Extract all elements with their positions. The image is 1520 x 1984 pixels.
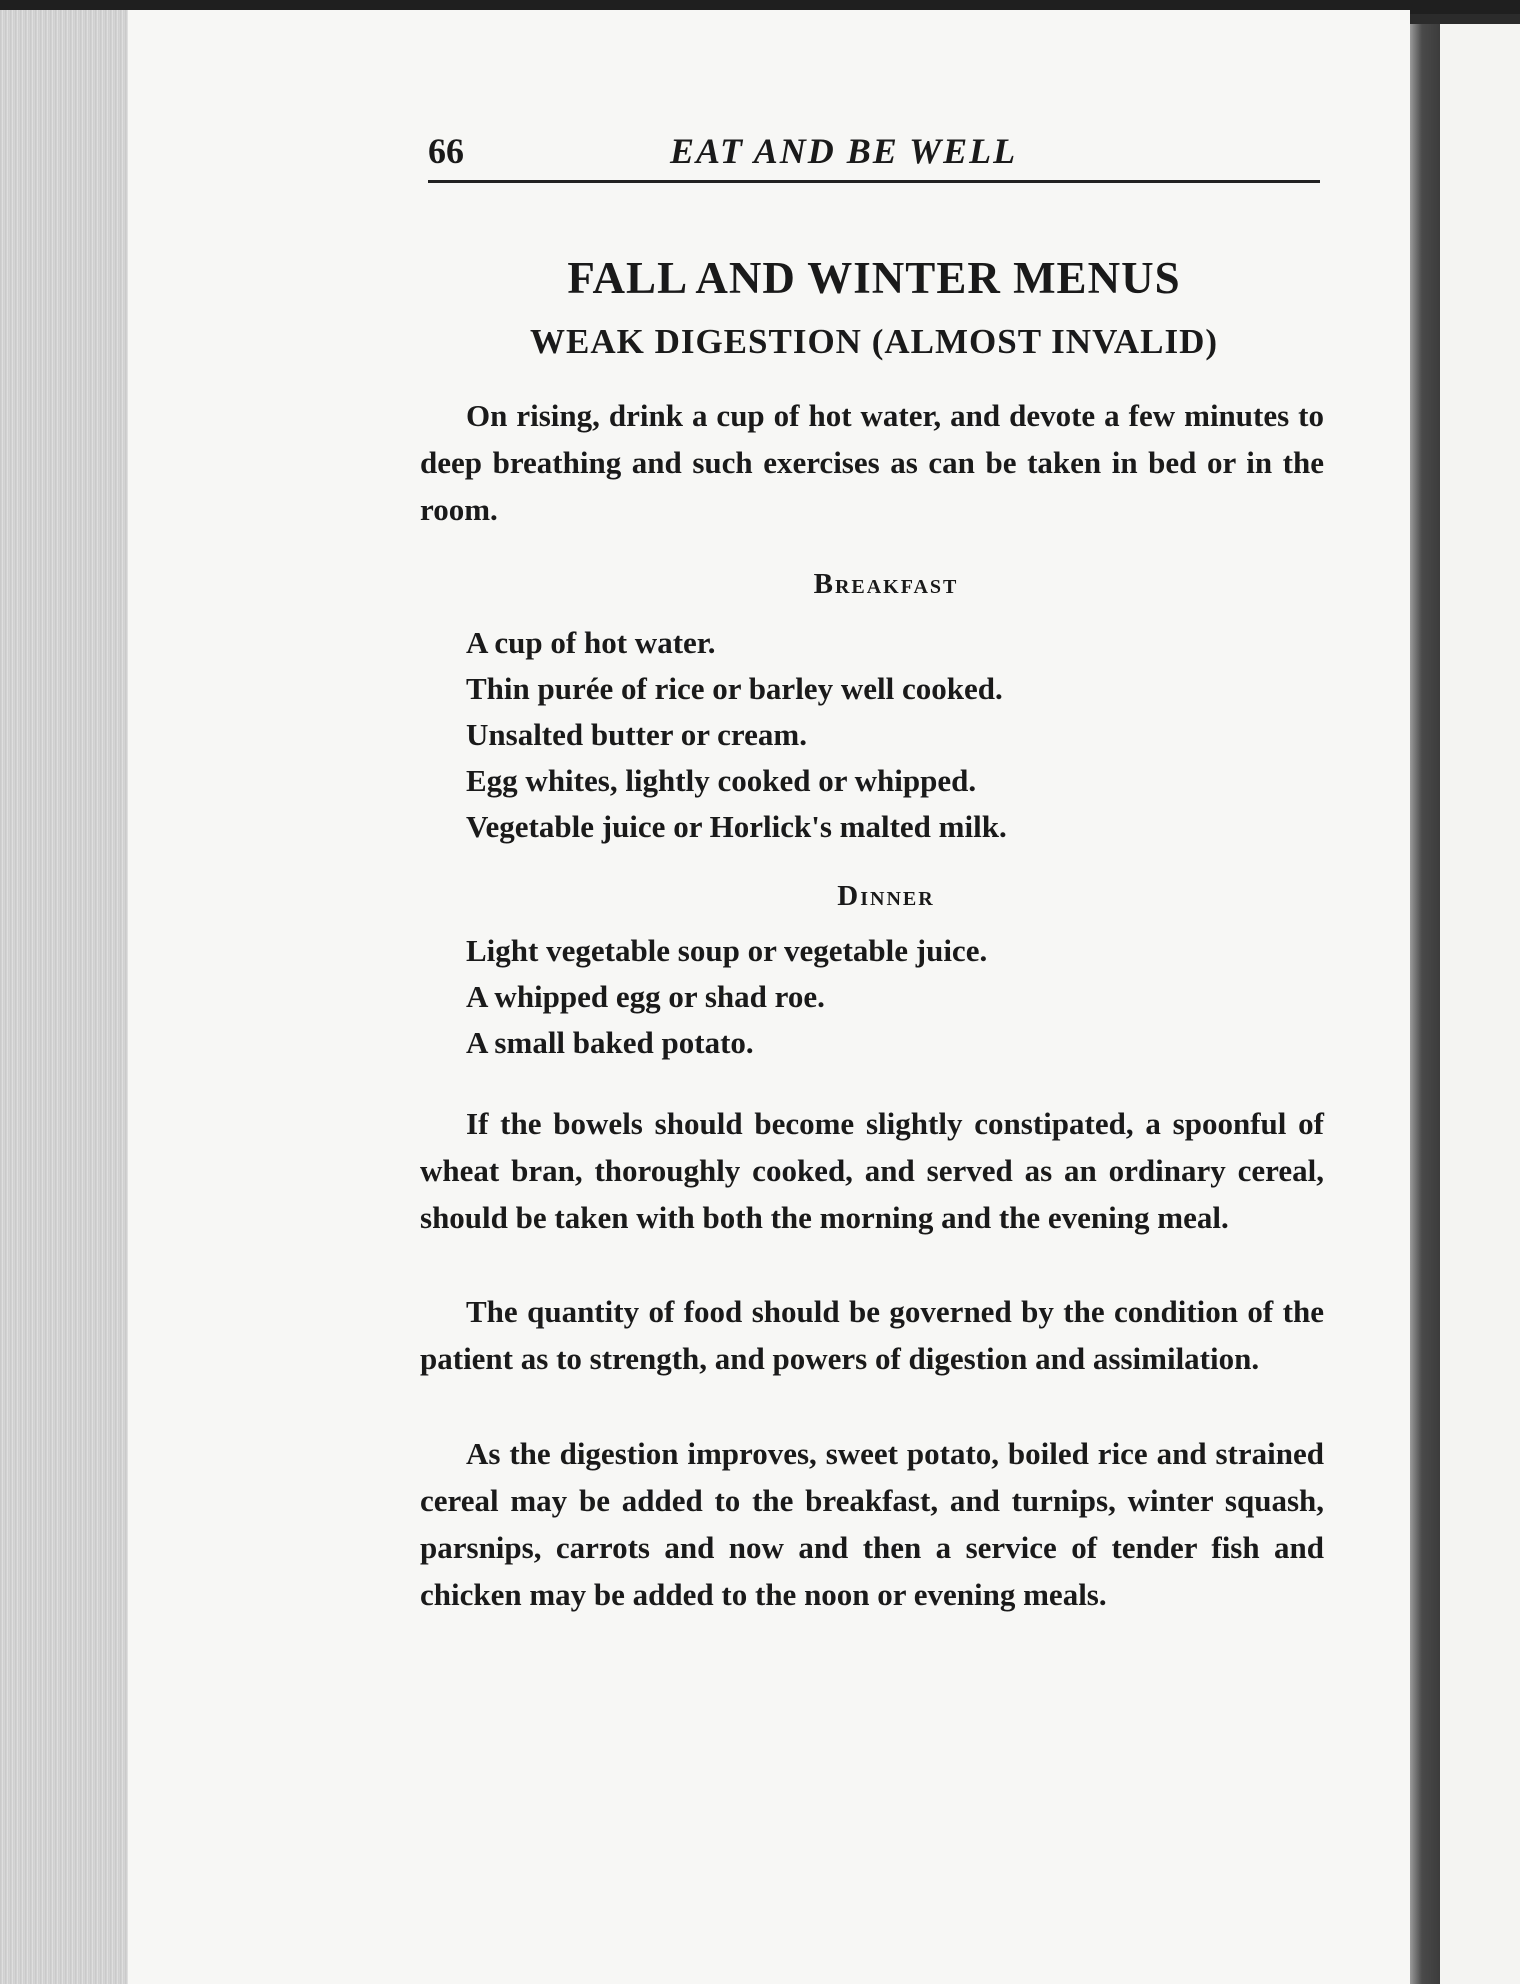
running-title: EAT AND BE WELL <box>670 131 1018 171</box>
chapter-subtitle: WEAK DIGESTION (ALMOST INVALID) <box>529 322 1219 361</box>
facing-page-edge <box>1440 24 1520 1984</box>
breakfast-heading: Breakfast <box>813 568 959 600</box>
list-item: A cup of hot water. <box>466 625 716 660</box>
page-edges <box>0 10 130 1984</box>
dinner-heading: Dinner <box>837 880 935 912</box>
dinner-list <box>466 928 987 1066</box>
book-gutter <box>1410 24 1440 1984</box>
breakfast-list <box>466 620 1007 850</box>
bran-paragraph: If the bowels should become slightly constipated, a spoonful of wheat bran, thoroughly cooked, and served as an ordinary cereal, should be taken with both the morning and the evening meal. <box>420 1106 1324 1235</box>
running-header <box>428 128 1320 183</box>
list-item: Light vegetable soup or vegetable juice. <box>466 933 988 968</box>
list-item: Thin purée of rice or barley well cooked. <box>466 671 1003 706</box>
list-item: A small baked potato. <box>466 1025 754 1060</box>
quantity-paragraph: The quantity of food should be governed by the condition of the patient as to strength, and powers of digestion and assimilation. <box>420 1294 1324 1376</box>
intro-paragraph: On rising, drink a cup of hot water, and devote a few minutes to deep breathing and such exercises as can be taken in bed or in the room. <box>420 398 1324 527</box>
list-item: Egg whites, lightly cooked or whipped. <box>466 763 977 798</box>
page-number: 66 <box>428 131 464 171</box>
list-item: A whipped egg or shad roe. <box>466 979 825 1014</box>
improvement-paragraph: As the digestion improves, sweet potato, boiled rice and strained cereal may be added to the breakfast, and turnips, winter squash, parsnips, carrots and now and then a service of tender fish and chicken may be added to the noon or evening meals. <box>420 1436 1324 1612</box>
list-item: Unsalted butter or cream. <box>466 717 807 752</box>
chapter-title: FALL AND WINTER MENUS <box>567 253 1181 303</box>
list-item: Vegetable juice or Horlick's malted milk. <box>466 809 1007 844</box>
